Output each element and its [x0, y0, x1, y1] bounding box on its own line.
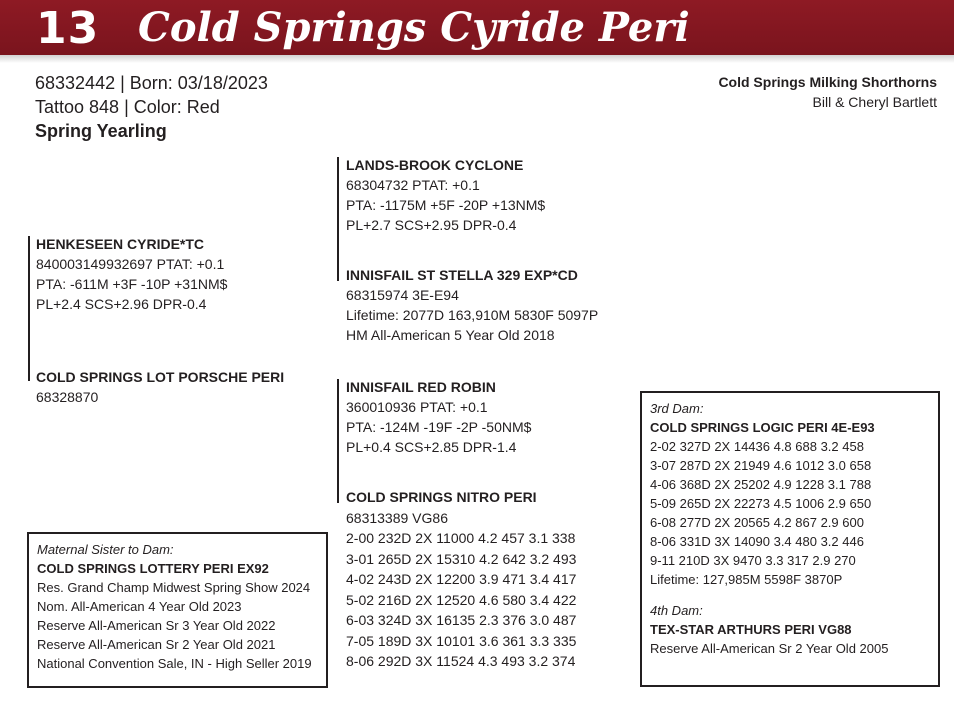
dam-sire-line: PL+0.4 SCS+2.85 DPR-1.4: [346, 439, 517, 455]
sire-dam-block: [346, 265, 598, 345]
maternal-sister-line: Reserve All-American Sr 2 Year Old 2021: [37, 637, 276, 652]
dam-sire-line: 360010936 PTAT: +0.1: [346, 399, 488, 415]
fourth-dam-name: TEX-STAR ARTHURS PERI VG88: [650, 622, 852, 637]
sire-sire-bracket-line: [337, 157, 339, 281]
title-banner: [0, 0, 954, 55]
lot-number: 13: [36, 3, 100, 54]
sire-dam-line: Lifetime: 2077D 163,910M 5830F 5097P: [346, 307, 599, 323]
registration-line: 68332442 | Born: 03/18/2023: [35, 73, 268, 93]
sire-dam-line: 68315974 3E-E94: [346, 287, 459, 303]
dam-dam-name: COLD SPRINGS NITRO PERI: [346, 489, 537, 505]
dam-block: [36, 367, 284, 407]
dam-line: 68328870: [36, 389, 99, 405]
maternal-sister-name: COLD SPRINGS LOTTERY PERI EX92: [37, 561, 269, 576]
dam-dam-record: 6-03 324D 3X 16135 2.3 376 3.0 487: [346, 612, 577, 628]
maternal-sister-line: Nom. All-American 4 Year Old 2023: [37, 599, 242, 614]
animal-name: Cold Springs Cyride Peri: [138, 4, 690, 51]
dam-dam-record: 7-05 189D 3X 10101 3.6 361 3.3 335: [346, 632, 577, 649]
farm-name: Cold Springs Milking Shorthorns: [718, 74, 937, 90]
sire-name: HENKESEEN CYRIDE*TC: [36, 236, 205, 252]
sire-dam-line: HM All-American 5 Year Old 2018: [346, 327, 555, 343]
dam-dam-record: 8-06 292D 3X 11524 4.3 493 3.2 374: [346, 653, 576, 669]
maternal-sister-caption: Maternal Sister to Dam:: [37, 542, 174, 557]
dam-name: COLD SPRINGS LOT PORSCHE PERI: [36, 369, 285, 385]
fourth-dam-line: Reserve All-American Sr 2 Year Old 2005: [650, 641, 889, 656]
sire-sire-line: PL+2.7 SCS+2.95 DPR-0.4: [346, 217, 517, 233]
consignor-info: [718, 72, 937, 112]
dam-sire-line: PTA: -124M -19F -2P -50NM$: [346, 419, 532, 435]
third-dam-lifetime: Lifetime: 127,985M 5598F 3870P: [650, 572, 843, 587]
sire-sire-line: PTA: -1175M +5F -20P +13NM$: [346, 197, 546, 213]
dam-dam-record: 5-02 216D 2X 12520 4.6 580 3.4 422: [346, 591, 577, 608]
sire-line: 840003149932697 PTAT: +0.1: [36, 256, 225, 272]
third-dam-record: 4-06 368D 2X 25202 4.9 1228 3.1 788: [650, 477, 872, 492]
dam-dam-line: 68313389 VG86: [346, 509, 448, 526]
third-fourth-dam-box: [640, 391, 940, 687]
dam-dam-record: 2-00 232D 2X 11000 4.2 457 3.1 338: [346, 530, 576, 546]
sire-block: [36, 234, 227, 314]
owner-names: Bill & Cheryl Bartlett: [812, 94, 937, 110]
sire-sire-line: 68304732 PTAT: +0.1: [346, 177, 480, 193]
third-dam-record: 8-06 331D 3X 14090 3.4 480 3.2 446: [650, 534, 864, 549]
animal-info: [35, 71, 268, 143]
class-label: Spring Yearling: [35, 121, 167, 141]
sire-bracket-line: [28, 236, 30, 381]
sire-sire-block: [346, 155, 545, 235]
third-dam-record: 6-08 277D 2X 20565 4.2 867 2.9 600: [650, 515, 864, 530]
maternal-sister-line: National Convention Sale, IN - High Seller 2019: [37, 656, 312, 671]
third-dam-caption: 3rd Dam:: [650, 401, 704, 416]
sire-line: PTA: -611M +3F -10P +31NM$: [36, 276, 228, 292]
third-dam-record: 3-07 287D 2X 21949 4.6 1012 3.0 658: [650, 458, 872, 473]
dam-sire-name: INNISFAIL RED ROBIN: [346, 379, 496, 395]
sire-dam-name: INNISFAIL ST STELLA 329 EXP*CD: [346, 267, 578, 283]
third-dam-record: 5-09 265D 2X 22273 4.5 1006 2.9 650: [650, 496, 872, 511]
dam-dam-record: 3-01 265D 2X 15310 4.2 642 3.2 493: [346, 550, 577, 567]
dam-dam-record: 4-02 243D 2X 12200 3.9 471 3.4 417: [346, 571, 577, 587]
third-dam-record: 2-02 327D 2X 14436 4.8 688 3.2 458: [650, 439, 864, 454]
tattoo-line: Tattoo 848 | Color: Red: [35, 97, 220, 117]
dam-dam-block: [346, 487, 576, 672]
third-dam-record: 9-11 210D 3X 9470 3.3 317 2.9 270: [650, 553, 856, 568]
maternal-sister-line: Reserve All-American Sr 3 Year Old 2022: [37, 618, 276, 633]
sire-line: PL+2.4 SCS+2.96 DPR-0.4: [36, 296, 207, 312]
dam-sire-bracket-line: [337, 379, 339, 503]
sire-sire-name: LANDS-BROOK CYCLONE: [346, 157, 524, 173]
maternal-sister-box: [27, 532, 328, 688]
third-dam-name: COLD SPRINGS LOGIC PERI 4E-E93: [650, 420, 875, 435]
dam-sire-block: [346, 377, 531, 457]
maternal-sister-line: Res. Grand Champ Midwest Spring Show 2024: [37, 580, 311, 595]
fourth-dam-caption: 4th Dam:: [650, 603, 703, 618]
